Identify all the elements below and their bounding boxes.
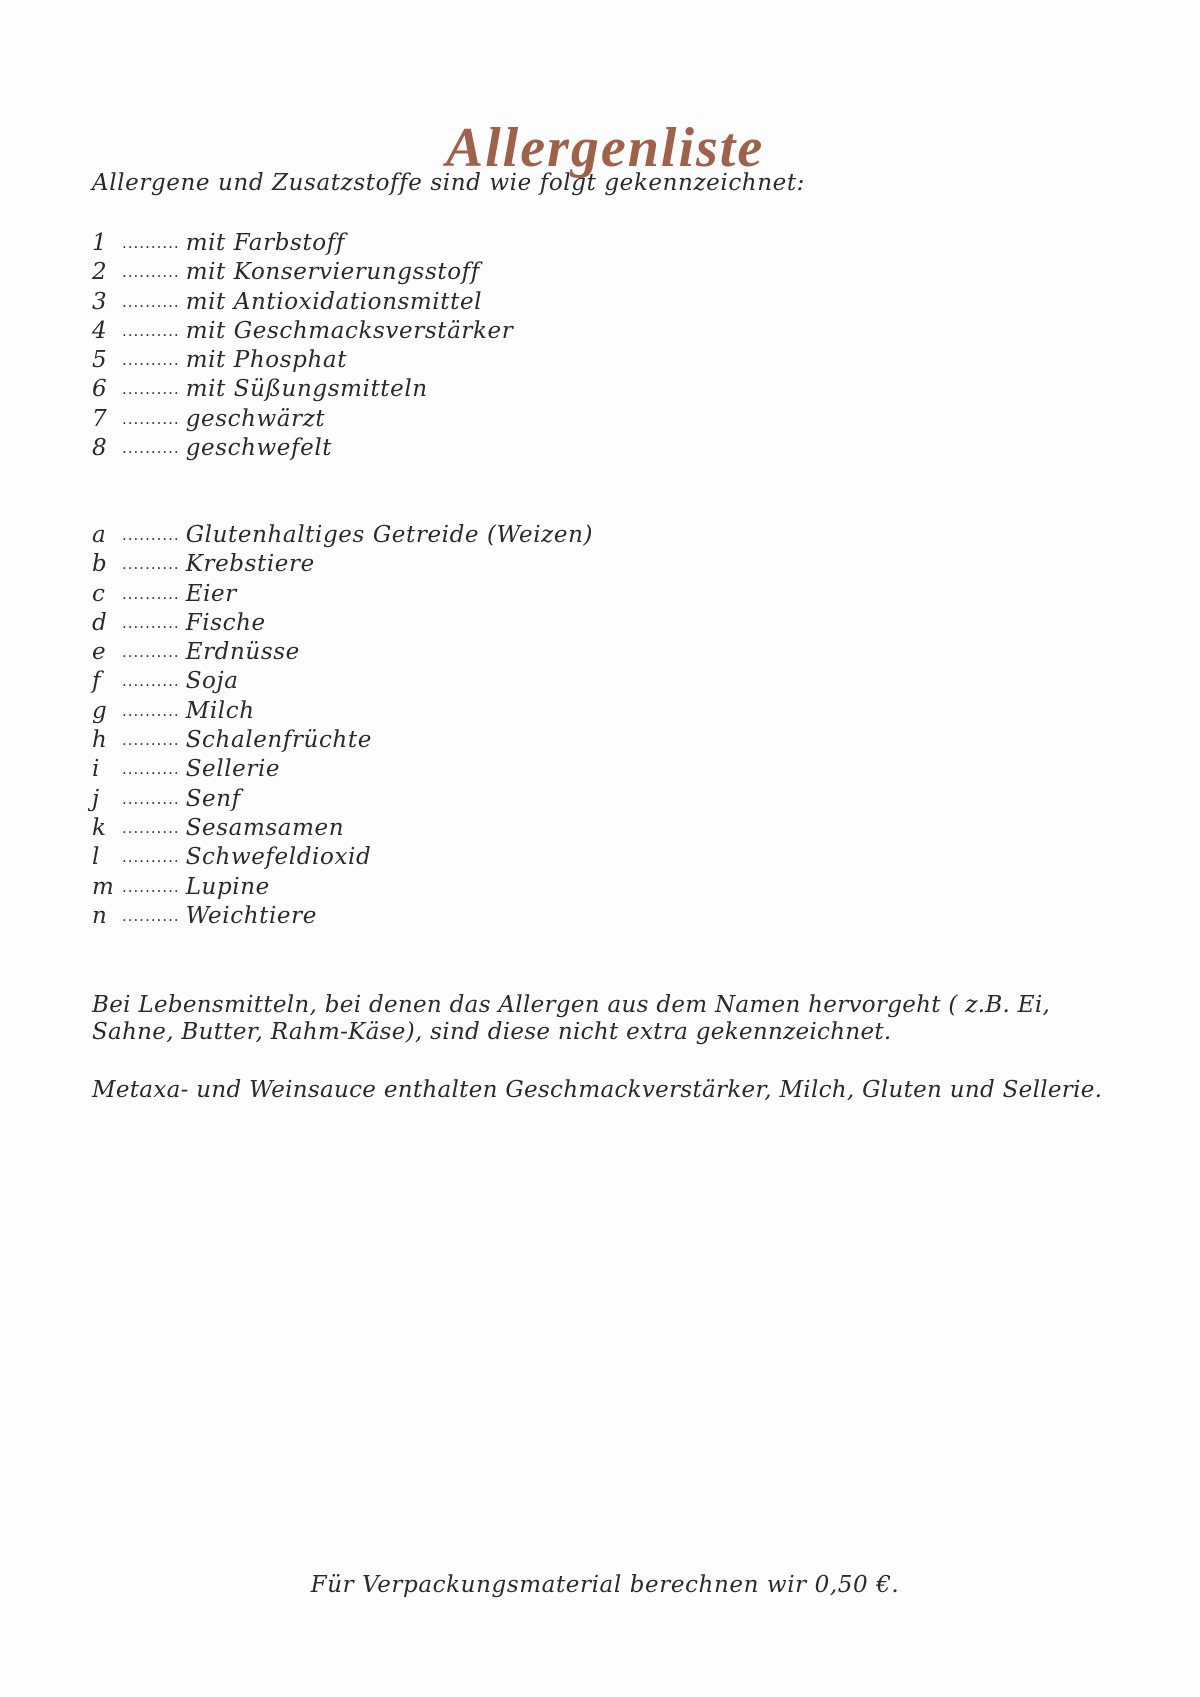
leader-dots: .......... <box>122 789 180 808</box>
item-label: geschwärzt <box>185 405 326 432</box>
item-label: mit Farbstoff <box>185 230 345 256</box>
item-key: d <box>92 609 108 636</box>
item-key: 2 <box>92 259 108 286</box>
item-key: 8 <box>92 435 108 462</box>
item-key: c <box>92 580 106 607</box>
leader-dots: .......... <box>122 292 180 311</box>
item-label: mit Süßungsmitteln <box>185 376 428 403</box>
item-label: Milch <box>185 697 255 724</box>
leader-dots: .......... <box>122 351 180 370</box>
packaging-fee-note: Für Verpackungsmaterial berechnen wir 0,50 €. <box>310 1572 900 1598</box>
item-key: f <box>92 668 102 695</box>
leader-dots: .......... <box>122 380 180 399</box>
item-label: Lupine <box>185 873 270 900</box>
leader-dots: .......... <box>122 877 180 896</box>
list-item <box>92 609 593 638</box>
item-label: Glutenhaltiges Getreide (Weizen) <box>185 522 594 548</box>
list-item <box>92 434 513 463</box>
item-key: 6 <box>92 376 108 403</box>
leader-dots: .......... <box>122 555 180 574</box>
list-item <box>92 667 593 696</box>
item-label: Eier <box>185 580 237 607</box>
item-label: Schalenfrüchte <box>185 727 372 754</box>
leader-dots: .......... <box>122 672 180 691</box>
item-key: m <box>92 873 115 900</box>
note-sauces: Metaxa- und Weinsauce enthalten Geschmackverstärker, Milch, Gluten und Sellerie. <box>92 1077 1103 1103</box>
list-item <box>92 229 513 258</box>
item-label: mit Geschmacksverstärker <box>185 317 514 344</box>
item-key: 3 <box>92 288 108 315</box>
item-label: Senf <box>185 785 241 812</box>
page-title: Allergenliste <box>445 116 765 179</box>
leader-dots: .......... <box>122 643 180 662</box>
list-item <box>92 697 593 726</box>
leader-dots: .......... <box>122 731 180 750</box>
item-key: e <box>92 639 107 666</box>
list-item <box>92 843 593 872</box>
leader-dots: .......... <box>122 818 180 837</box>
leader-dots: .......... <box>122 409 180 428</box>
item-label: mit Phosphat <box>185 347 348 374</box>
leader-dots: .......... <box>122 584 180 603</box>
item-label: geschwefelt <box>185 435 333 462</box>
item-key: h <box>92 727 108 754</box>
leader-dots: .......... <box>122 439 180 458</box>
additives-list <box>92 229 513 463</box>
list-item <box>92 288 513 317</box>
list-item <box>92 405 513 434</box>
list-item <box>92 726 593 755</box>
list-item <box>92 317 513 346</box>
item-key: 4 <box>92 317 108 344</box>
leader-dots: .......... <box>122 701 180 720</box>
item-key: a <box>92 522 107 548</box>
leader-dots: .......... <box>122 613 180 632</box>
item-label: Soja <box>185 668 239 695</box>
list-item <box>92 521 593 550</box>
note-implicit-allergens: Bei Lebensmitteln, bei denen das Allergen aus dem Namen hervorgeht ( z.B. Ei, Sahne, Butter, Rahm-Käse), sind diese nicht extra gekennzeichnet. <box>92 992 1051 1045</box>
intro-text: Allergene und Zusatzstoffe sind wie folgt gekennzeichnet: <box>92 170 806 196</box>
list-item <box>92 346 513 375</box>
item-label: Fische <box>185 609 266 636</box>
list-item <box>92 375 513 404</box>
item-label: Erdnüsse <box>185 639 300 666</box>
list-item <box>92 814 593 843</box>
list-item <box>92 638 593 667</box>
list-item <box>92 258 513 287</box>
item-key: k <box>92 814 107 841</box>
item-label: Weichtiere <box>185 902 317 929</box>
item-label: Sellerie <box>185 756 281 783</box>
item-key: j <box>92 785 100 812</box>
leader-dots: .......... <box>122 760 180 779</box>
item-label: Schwefeldioxid <box>185 844 372 871</box>
item-key: i <box>92 756 100 783</box>
allergens-list <box>92 521 593 931</box>
item-key: 7 <box>92 405 108 432</box>
list-item <box>92 785 593 814</box>
item-label: Sesamsamen <box>185 814 345 841</box>
list-item <box>92 550 593 579</box>
leader-dots: .......... <box>122 526 180 544</box>
leader-dots: .......... <box>122 263 180 282</box>
item-label: Krebstiere <box>185 551 315 578</box>
item-key: l <box>92 844 100 871</box>
list-item <box>92 755 593 784</box>
item-label: mit Konservierungsstoff <box>185 259 480 286</box>
list-item <box>92 873 593 902</box>
leader-dots: .......... <box>122 321 180 340</box>
item-key: g <box>92 697 108 724</box>
item-key: 1 <box>92 230 108 256</box>
item-key: n <box>92 902 108 929</box>
leader-dots: .......... <box>122 234 180 252</box>
item-label: mit Antioxidationsmittel <box>185 288 483 315</box>
list-item <box>92 580 593 609</box>
item-key: 5 <box>92 347 108 374</box>
list-item <box>92 902 593 931</box>
leader-dots: .......... <box>122 906 180 925</box>
item-key: b <box>92 551 108 578</box>
leader-dots: .......... <box>122 848 180 867</box>
